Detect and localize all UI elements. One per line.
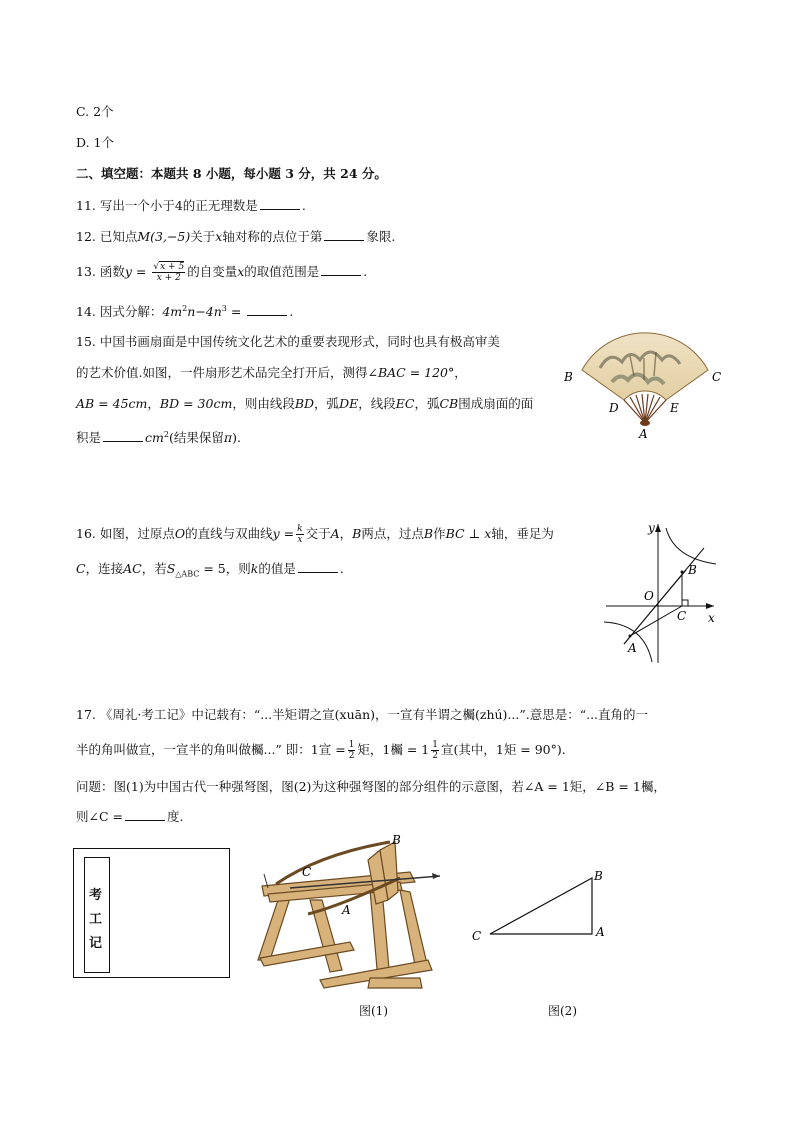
question-17-line-3: 问题：图(1)为中国古代一种强弩图，图(2)为这种强弩图的部分组件的示意图，若∠A = 1矩，∠B = 1欘， — [76, 779, 666, 794]
fan-label-c: C — [712, 370, 722, 384]
fan-label-e: E — [670, 401, 679, 415]
triangle-label-c: C — [472, 929, 482, 943]
triangle-figure — [468, 864, 618, 954]
section-heading: 二、填空题：本题共 8 小题，每小题 3 分，共 24 分。 — [76, 166, 387, 181]
label-o: O — [644, 589, 654, 603]
question-17-line-1: 17. 《周礼·考工记》中记载有：“...半矩谓之宣(xuān)，一宣有半谓之欘(zhú)...”.意思是：“...直角的一 — [76, 707, 649, 722]
book-char-3: 记 — [89, 936, 103, 951]
fan-label-b: B — [564, 370, 573, 384]
question-15-line-4: 积是 $cm^2$(结果保留π). — [76, 430, 241, 446]
question-12: 12. 已知点M(3,−5)关于x轴对称的点位于第 象限. — [76, 229, 396, 244]
question-17-line-2: 半的角叫做宣，一宣半的角叫做欘...” 即：1宣 = $\frac{1}{2}$ 矩，1欘 = 1 $\frac{1}{2}$ 宣(其中，1矩 = 90°). — [76, 740, 566, 761]
crossbow-label-b: B — [392, 833, 401, 847]
option-c: C. 2个 — [76, 104, 114, 119]
question-14: 14. 因式分解：$4m^2n-4n^3$ = . — [76, 304, 294, 320]
fan-figure — [560, 328, 730, 444]
hyperbola-figure — [600, 518, 724, 666]
fan-label-d: D — [609, 401, 619, 415]
label-c: C — [677, 609, 687, 623]
crossbow-figure — [250, 830, 450, 1000]
figure-1-caption: 图(1) — [359, 1004, 388, 1018]
segment-ac — [630, 606, 682, 636]
question-11: 11. 写出一个小于4的正无理数是 . — [76, 198, 306, 213]
triangle-label-b: B — [594, 869, 603, 883]
book-char-2: 工 — [89, 912, 103, 927]
question-17-line-4: 则∠C = 度. — [76, 809, 184, 824]
label-b: B — [688, 563, 697, 577]
question-13: 13. 函数y = $\frac{√x + 5}{x + 2}$ 的自变量x的取值范围是 . — [76, 262, 368, 283]
book-cover — [73, 848, 230, 978]
book-char-1: 考 — [89, 888, 103, 903]
question-16-line-2: C，连接AC，若$S_{\triangle ABC} = 5$，则k的值是 . — [76, 561, 344, 579]
hyperbola-branch-1 — [666, 528, 716, 564]
question-15-line-3: AB = 45cm，BD = 30cm，则由线段BD，弧DE，线段EC，弧CB围成扇面的面 — [76, 396, 534, 411]
question-15-line-2: 的艺术价值.如图，一件扇形艺术品完全打开后，测得∠BAC = 120°， — [76, 365, 467, 380]
axis-label-y: y — [648, 521, 655, 535]
question-15-line-1: 15. 中国书画扇面是中国传统文化艺术的重要表现形式，同时也具有极高审美 — [76, 334, 500, 349]
book-title-strip — [84, 857, 110, 973]
option-d: D. 1个 — [76, 135, 114, 150]
axis-label-x: x — [708, 611, 715, 625]
crossbow-label-c: C — [302, 865, 312, 879]
triangle-abc — [490, 878, 592, 934]
crossbow-label-a: A — [342, 903, 351, 917]
triangle-label-a: A — [596, 925, 605, 939]
figure-2-caption: 图(2) — [548, 1004, 577, 1018]
label-a: A — [628, 641, 637, 655]
question-16-line-1: 16. 如图，过原点O的直线与双曲线y = $\frac{k}{x}$ 交于A，B两点，过点B作BC ⊥ x轴，垂足为 — [76, 524, 554, 545]
fan-label-a: A — [639, 427, 648, 441]
